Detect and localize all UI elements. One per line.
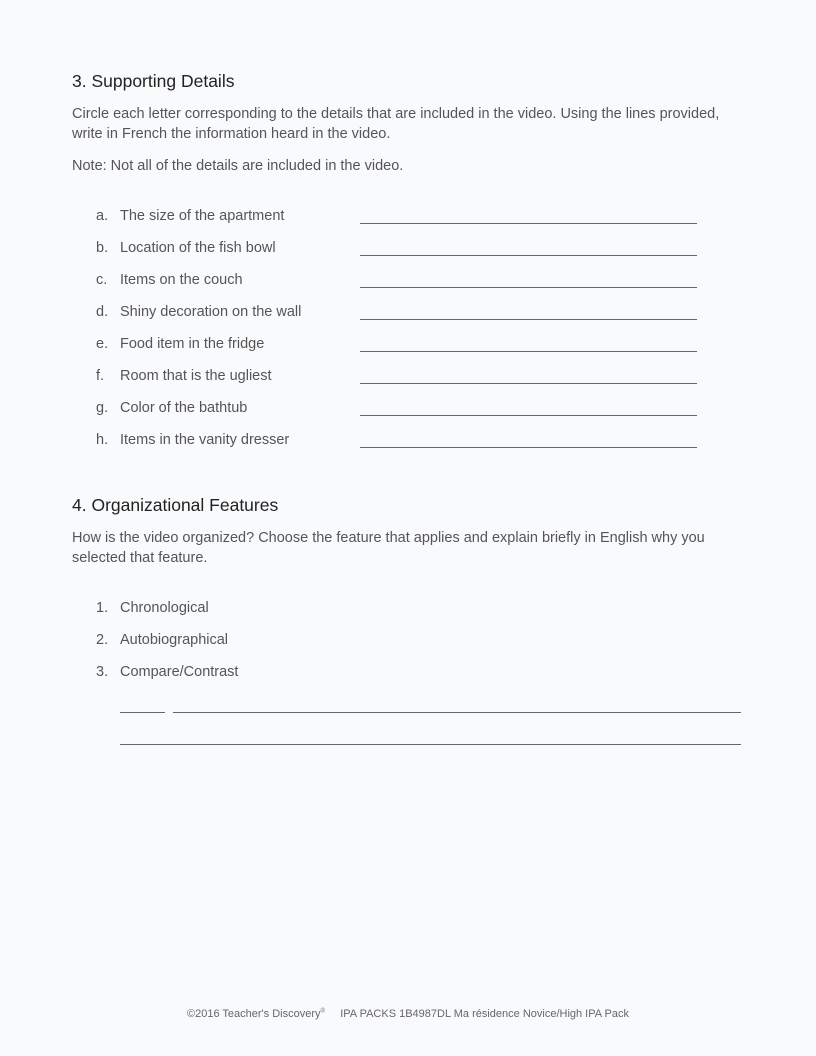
detail-letter[interactable]: g. [96,400,109,416]
section-3-title: 3. Supporting Details [72,71,235,91]
answer-line[interactable] [360,351,697,352]
footer-registered: ® [320,1008,325,1015]
footer-product: IPA PACKS 1B4987DL Ma résidence Novice/High IPA Pack [340,1008,629,1020]
detail-letter[interactable]: b. [96,240,109,256]
detail-item [96,432,706,452]
detail-text: Location of the fish bowl [120,240,276,256]
detail-item [96,272,706,292]
answer-line[interactable] [360,447,697,448]
explanation-line-1[interactable] [173,712,741,713]
detail-item [96,304,706,324]
answer-line[interactable] [360,287,697,288]
detail-letter[interactable]: c. [96,272,108,288]
organization-option [96,600,706,620]
section-4-instructions: How is the video organized? Choose the feature that applies and explain briefly in English why you selected that feature. [72,530,705,566]
choice-answer-line[interactable] [120,712,165,713]
detail-letter[interactable]: a. [96,208,109,224]
detail-text: Room that is the ugliest [120,368,272,384]
detail-item [96,336,706,356]
answer-line[interactable] [360,383,697,384]
detail-text: Food item in the fridge [120,336,265,352]
answer-line[interactable] [360,223,697,224]
detail-text: Color of the bathtub [120,400,248,416]
detail-text: Items in the vanity dresser [120,432,290,448]
answer-line[interactable] [360,255,697,256]
answer-line[interactable] [360,415,697,416]
answer-line[interactable] [360,319,697,320]
detail-text: Shiny decoration on the wall [120,304,302,320]
option-number[interactable]: 1. [96,600,109,616]
option-text: Compare/Contrast [120,664,239,680]
option-number[interactable]: 2. [96,632,109,648]
detail-letter[interactable]: h. [96,432,109,448]
detail-text: Items on the couch [120,272,243,288]
organization-option [96,632,706,652]
footer [0,1008,816,1020]
detail-letter[interactable]: e. [96,336,109,352]
detail-item [96,400,706,420]
section-3-note: Note: Not all of the details are included in the video. [72,158,404,174]
detail-text: The size of the apartment [120,208,285,224]
organization-option [96,664,706,684]
option-number[interactable]: 3. [96,664,109,680]
detail-letter[interactable]: f. [96,368,105,384]
option-text: Autobiographical [120,632,229,648]
detail-item [96,240,706,260]
option-text: Chronological [120,600,209,616]
footer-copyright: ©2016 Teacher's Discovery [186,1008,321,1020]
section-3-instructions: Circle each letter corresponding to the details that are included in the video. Using the lines provided, write in French the information heard in the video. [72,106,720,142]
section-4-title: 4. Organizational Features [72,495,279,515]
detail-item [96,368,706,388]
explanation-line-2[interactable] [120,744,741,745]
detail-letter[interactable]: d. [96,304,109,320]
detail-item [96,208,706,228]
